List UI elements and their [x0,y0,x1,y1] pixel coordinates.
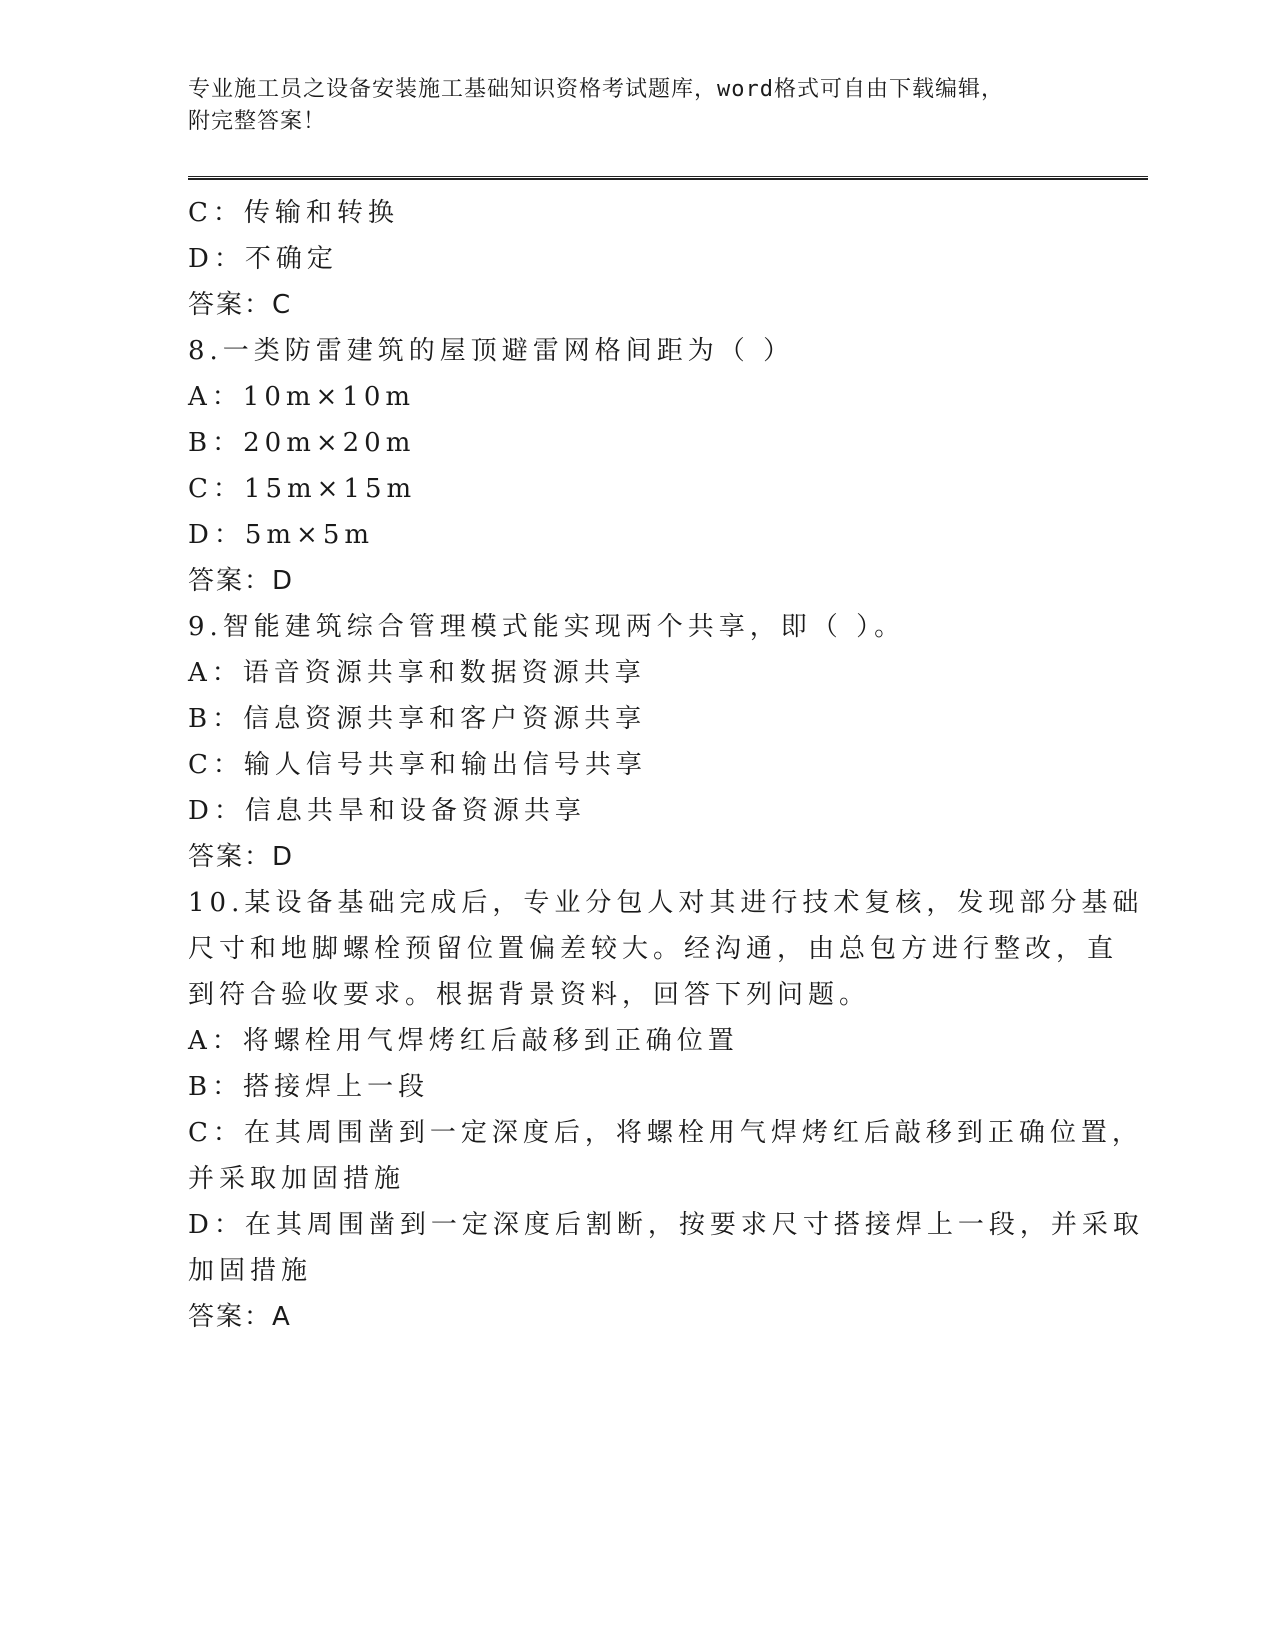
option-b: B：20m×20m [188,428,416,458]
header-line-1: 专业施工员之设备安装施工基础知识资格考试题库，word格式可自由下载编辑， [188,77,1004,102]
option-d: D：信息共旱和设备资源共享 [188,796,586,826]
option-c: C：输人信号共享和输出信号共享 [188,750,647,780]
answer-line: 答案：A [188,1302,292,1332]
question-text-line-3: 到符合验收要求。根据背景资料，回答下列问题。 [188,980,871,1010]
question-9 [188,604,1088,880]
option-b: B：信息资源共享和客户资源共享 [188,704,647,734]
document-header [188,74,1068,138]
question-text: 9.智能建筑综合管理模式能实现两个共享，即（ ）。 [188,612,906,642]
answer-line: 答案：C [188,290,293,320]
answer-line: 答案：D [188,566,295,596]
header-line-2: 附完整答案！ [188,109,327,134]
question-text-line-2: 尺寸和地脚螺栓预留位置偏差较大。经沟通，由总包方进行整改，直 [188,934,1119,964]
option-b: B：搭接焊上一段 [188,1072,430,1102]
question-text: 8.一类防雷建筑的屋顶避雷网格间距为（ ） [188,336,795,366]
question-10 [188,880,1144,1340]
option-d-continued: 加固措施 [188,1256,313,1286]
question-fragment [188,190,1088,328]
option-d: D：5m×5m [188,520,375,550]
question-8 [188,328,1088,604]
option-c: C：15m×15m [188,474,417,504]
option-c: C：传输和转换 [188,198,399,228]
answer-line: 答案：D [188,842,295,872]
option-a: A：10m×10m [188,382,416,412]
question-list [188,190,1144,1340]
option-a: A：语音资源共享和数据资源共享 [188,658,646,688]
option-d: D：在其周围凿到一定深度后割断，按要求尺寸搭接焊上一段，并采取 [188,1210,1144,1240]
header-divider [188,176,1148,180]
option-c-continued: 并采取加固措施 [188,1164,406,1194]
question-text-line-1: 10.某设备基础完成后，专业分包人对其进行技术复核，发现部分基础 [188,888,1144,918]
option-a: A：将螺栓用气焊烤红后敲移到正确位置 [188,1026,739,1056]
option-d: D：不确定 [188,244,338,274]
option-c: C：在其周围凿到一定深度后，将螺栓用气焊烤红后敲移到正确位置， [188,1118,1143,1148]
